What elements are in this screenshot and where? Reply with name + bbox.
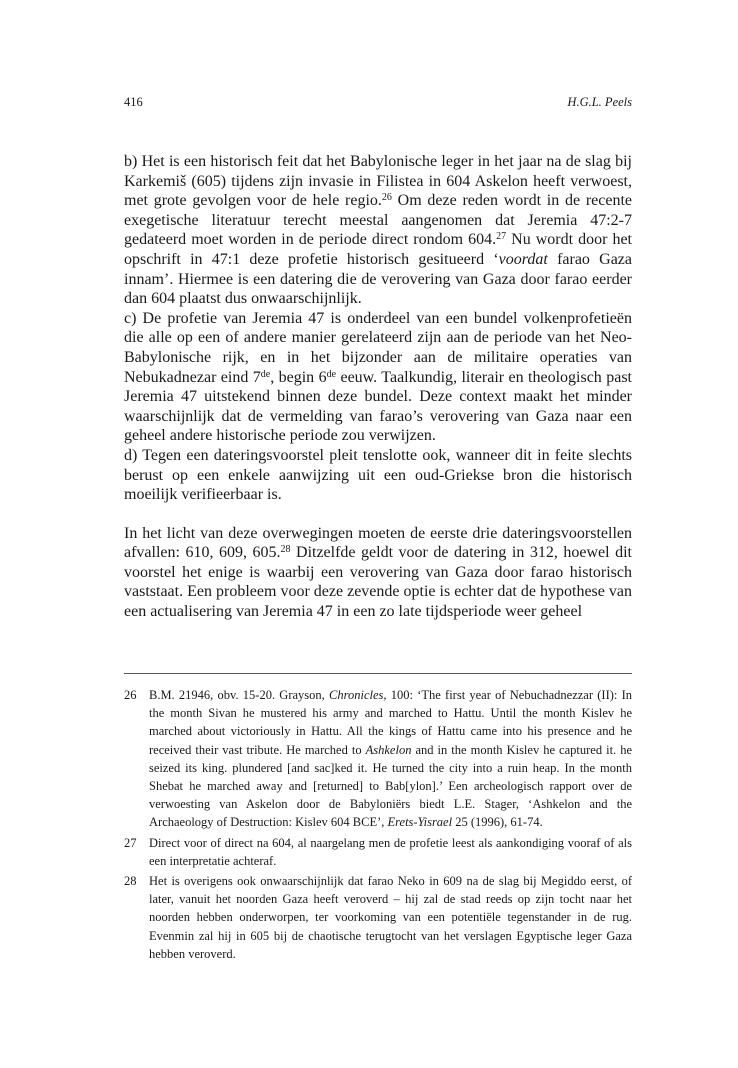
footnote-26-text-3: and in the month Kislev he captured it. he seized its king. plundered [and sac]ked it. He turned the city into a ruin heap. In the month Shebat he marched away and [returned] to Bab[ylon].’ Een archeologisch rapport over de verwoesting van Askelon door de Babyloniërs biedt L.E. Stager, ‘Ashkelon and the Archaeology of Destruction: Kislev 604 BCE’, <box>149 742 632 830</box>
paragraph-conclusion <box>124 524 632 622</box>
page-number: 416 <box>124 95 143 109</box>
page-header <box>124 95 632 111</box>
footnote-ref-26: 26 <box>381 192 392 204</box>
paragraph-b-text-4: farao Gaza innam’. Hiermee is een datering die de verovering van Gaza door farao eerder dan 604 plaatst dus onwaarschijnlijk. <box>124 250 632 308</box>
footnote-26-italic-2: Ashkelon <box>365 742 412 757</box>
paragraph-c <box>124 309 632 446</box>
paragraph-b-text-1: b) Het is een historisch feit dat het Babylonische leger in het jaar na de slag bij Karkemiš (605) tijdens zijn invasie in Filistea in 604 Askelon heeft verwoest, met grote gevolgen voor de hele regio. <box>124 153 632 210</box>
footnote-26-text-4: 25 (1996), 61-74. <box>452 815 543 830</box>
footnote-text: Direct voor of direct na 604, al naargelang men de profetie leest als aankondiging vooraf of als een interpretatie achteraf. <box>149 835 632 868</box>
conclusion-text-1: In het licht van deze overwegingen moeten de eerste drie dateringsvoorstellen afvallen: 610, 609, 605. <box>124 524 632 562</box>
footnote-number: 27 <box>124 835 137 850</box>
paragraph-b-italic: voordat <box>498 250 548 268</box>
footnote-26 <box>124 686 632 832</box>
footnote-27 <box>124 834 632 870</box>
paragraph-c-text-3: eeuw. Taalkundig, literair en theologisch past Jeremia 47 uitstekend binnen deze bundel. Deze context maakt het minder waarschijnlijk dat de vermelding van farao’s verovering van Gaza naar een geheel andere historische periode zou verwijzen. <box>124 368 632 445</box>
paragraph-c-text-1: c) De profetie van Jeremia 47 is onderdeel van een bundel volkenprofetieën die alle op een of andere manier gerelateerd zijn aan de periode van het Neo-Babylonische rijk, en in het bijzonder aan de militaire operaties van Nebukadnezar eind 7 <box>124 309 632 386</box>
footnote-26-italic-3: Erets-Yisrael <box>387 815 453 830</box>
paragraph-d: d) Tegen een dateringsvoorstel pleit tenslotte ook, wanneer dit in feite slechts berust op een enkele aanwijzing uit een oud-Griekse bron die historisch moeilijk verifieerbaar is. <box>124 446 632 504</box>
footnote-26-italic-1: Chronicles <box>329 688 384 702</box>
paragraph-c-text-2: , begin 6 <box>270 368 327 386</box>
footnotes <box>124 686 632 965</box>
footnote-number: 26 <box>124 688 137 702</box>
ordinal-superscript-2: de <box>326 368 337 380</box>
footnote-26-text-1: B.M. 21946, obv. 15-20. Grayson, <box>149 688 330 702</box>
main-text <box>124 152 632 622</box>
footnote-number: 28 <box>124 874 137 889</box>
paragraph-b-text-3: Nu wordt door het opschrift in 47:1 deze profetie historisch gesitueerd ‘ <box>124 231 633 268</box>
footnote-text: Het is overigens ook onwaarschijnlijk dat farao Neko in 609 na de slag bij Megiddo eerst, of later, vanuit het noorden Gaza heeft veroverd – hij zal de stad reeds op zijn tocht naar het noorden hebben onderworpen, ter voorkoming van een potentiële tegenstander in de rug. Evenmin zal hij in 605 bij de chaotische terugtocht van het verslagen Egyptische leger Gaza hebben veroverd. <box>149 874 632 961</box>
footnote-ref-27: 27 <box>496 231 507 243</box>
footnote-28 <box>124 872 632 963</box>
footnote-ref-28: 28 <box>280 544 291 556</box>
paragraph-b <box>124 152 632 309</box>
footnote-divider <box>124 673 632 674</box>
conclusion-text-2: Ditzelfde geldt voor de datering in 312, hoewel dit voorstel het enige is waarbij een verovering van Gaza door farao historisch vaststaat. Een probleem voor deze zevende optie is echter dat de hypothese van een actualisering van Jeremia 47 in een zo late tijdsperiode weer geheel <box>124 544 633 621</box>
footnote-text <box>149 686 632 832</box>
ordinal-superscript-1: de <box>260 368 271 380</box>
footnote-26-text-2: , 100: ‘The first year of Nebuchadnezzar (II): In the month Sivan he mustered his army and marched to Hattu. Until the month Kislev he marched about victoriously in Hattu. All the kings of Hattu came into his presence and he received their vast tribute. He marched to <box>149 688 632 757</box>
paragraph-b-text-2: Om deze reden wordt in de recente exegetische literatuur terecht meestal aangenomen dat Jeremia 47:2-7 gedateerd moet worden in de periode direct rondom 604. <box>124 192 633 249</box>
running-head: H.G.L. Peels <box>567 95 632 109</box>
